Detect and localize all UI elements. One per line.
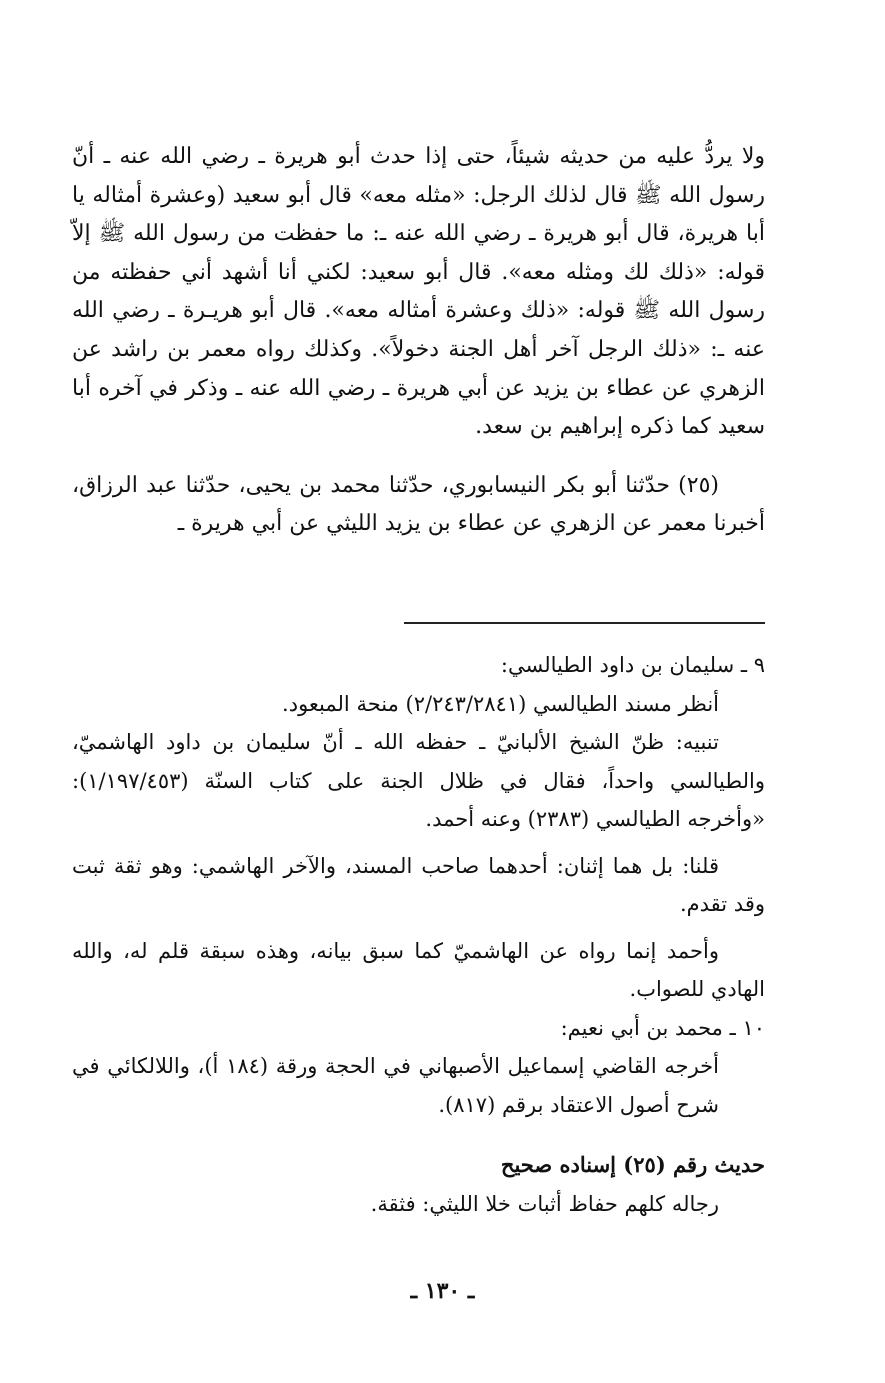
note-9-qulna: قلنا: بل هما إثنان: أحدهما صاحب المسند، والآخر الهاشمي: وهو ثقة ثبت وقد تقدم. <box>72 853 765 916</box>
note-10-source: أخرجه القاضي إسماعيل الأصبهاني في الحجة ورقة (١٨٤ أ)، واللالكائي في شرح أصول الاعتقاد برقم (٨١٧). <box>72 1054 719 1117</box>
main-paragraph-1: ولا يردُّ عليه من حديثه شيئاً، حتى إذا حدث أبو هريرة ـ رضي الله عنه ـ أنّ رسول الله ﷺ قال لذلك الرجل: «مثله معه» قال أبو سعيد (وعشرة أمثاله يا أبا هريرة، قال أبو هريرة ـ رضي الله عنه ـ: ما حفظت من رسول الله ﷺ إلاّ قوله: «ذلك لك ومثله معه». قال أبو سعيد: لكني أنا أشهد أني حفظته من رسول الله ﷺ قوله: «ذلك وعشرة أمثاله معه». قال أبو هريـرة ـ رضي الله عنه ـ: «ذلك الرجل آخر أهل الجنة دخولاً». وكذلك رواه معمر بن راشد عن الزهري عن عطاء بن يزيد عن أبي هريرة ـ رضي الله عنه ـ وذكر في آخره أبا سعيد كما ذكره إبراهيم بن سعد. <box>72 144 765 440</box>
footnote-divider <box>404 622 765 624</box>
note-9-ahmad: وأحمد إنما رواه عن الهاشميّ كما سبق بيانه، وهذه سبقة قلم له، والله الهادي للصواب. <box>72 938 765 1001</box>
note-9-source: أنظر مسند الطيالسي (٢/٢٤٣/٢٨٤١) منحة المبعود. <box>282 691 719 716</box>
note-10-heading: ١٠ ـ محمد بن أبي نعيم: <box>560 1015 765 1040</box>
note-9-tanbih: تنبيه: ظنّ الشيخ الألبانيّ ـ حفظه الله ـ أنّ سليمان بن داود الهاشميّ، والطيالسي واحداً، فقال في ظلال الجنة على كتاب السنّة (١/١٩٧/٤٥٣): «وأخرجه الطيالسي (٢٣٨٣) وعنه أحمد. <box>72 730 765 831</box>
main-text <box>72 138 765 544</box>
main-paragraph-2: (٢٥) حدّثنا أبو بكر النيسابوري، حدّثنا محمد بن يحيى، حدّثنا عبد الرزاق، أخبرنا معمر عن الزهري عن عطاء بن يزيد الليثي عن أبي هريرة ـ <box>72 472 765 537</box>
note-9-heading: ٩ ـ سليمان بن داود الطيالسي: <box>500 653 765 677</box>
page-number: ـ ١٣٠ ـ <box>410 1278 475 1304</box>
hadith-25-body: رجاله كلهم حفاظ أثبات خلا الليثي: فثقة. <box>370 1191 719 1216</box>
hadith-25-heading: حديث رقم (٢٥) إسناده صحيح <box>500 1152 765 1177</box>
footnotes <box>72 646 765 1223</box>
